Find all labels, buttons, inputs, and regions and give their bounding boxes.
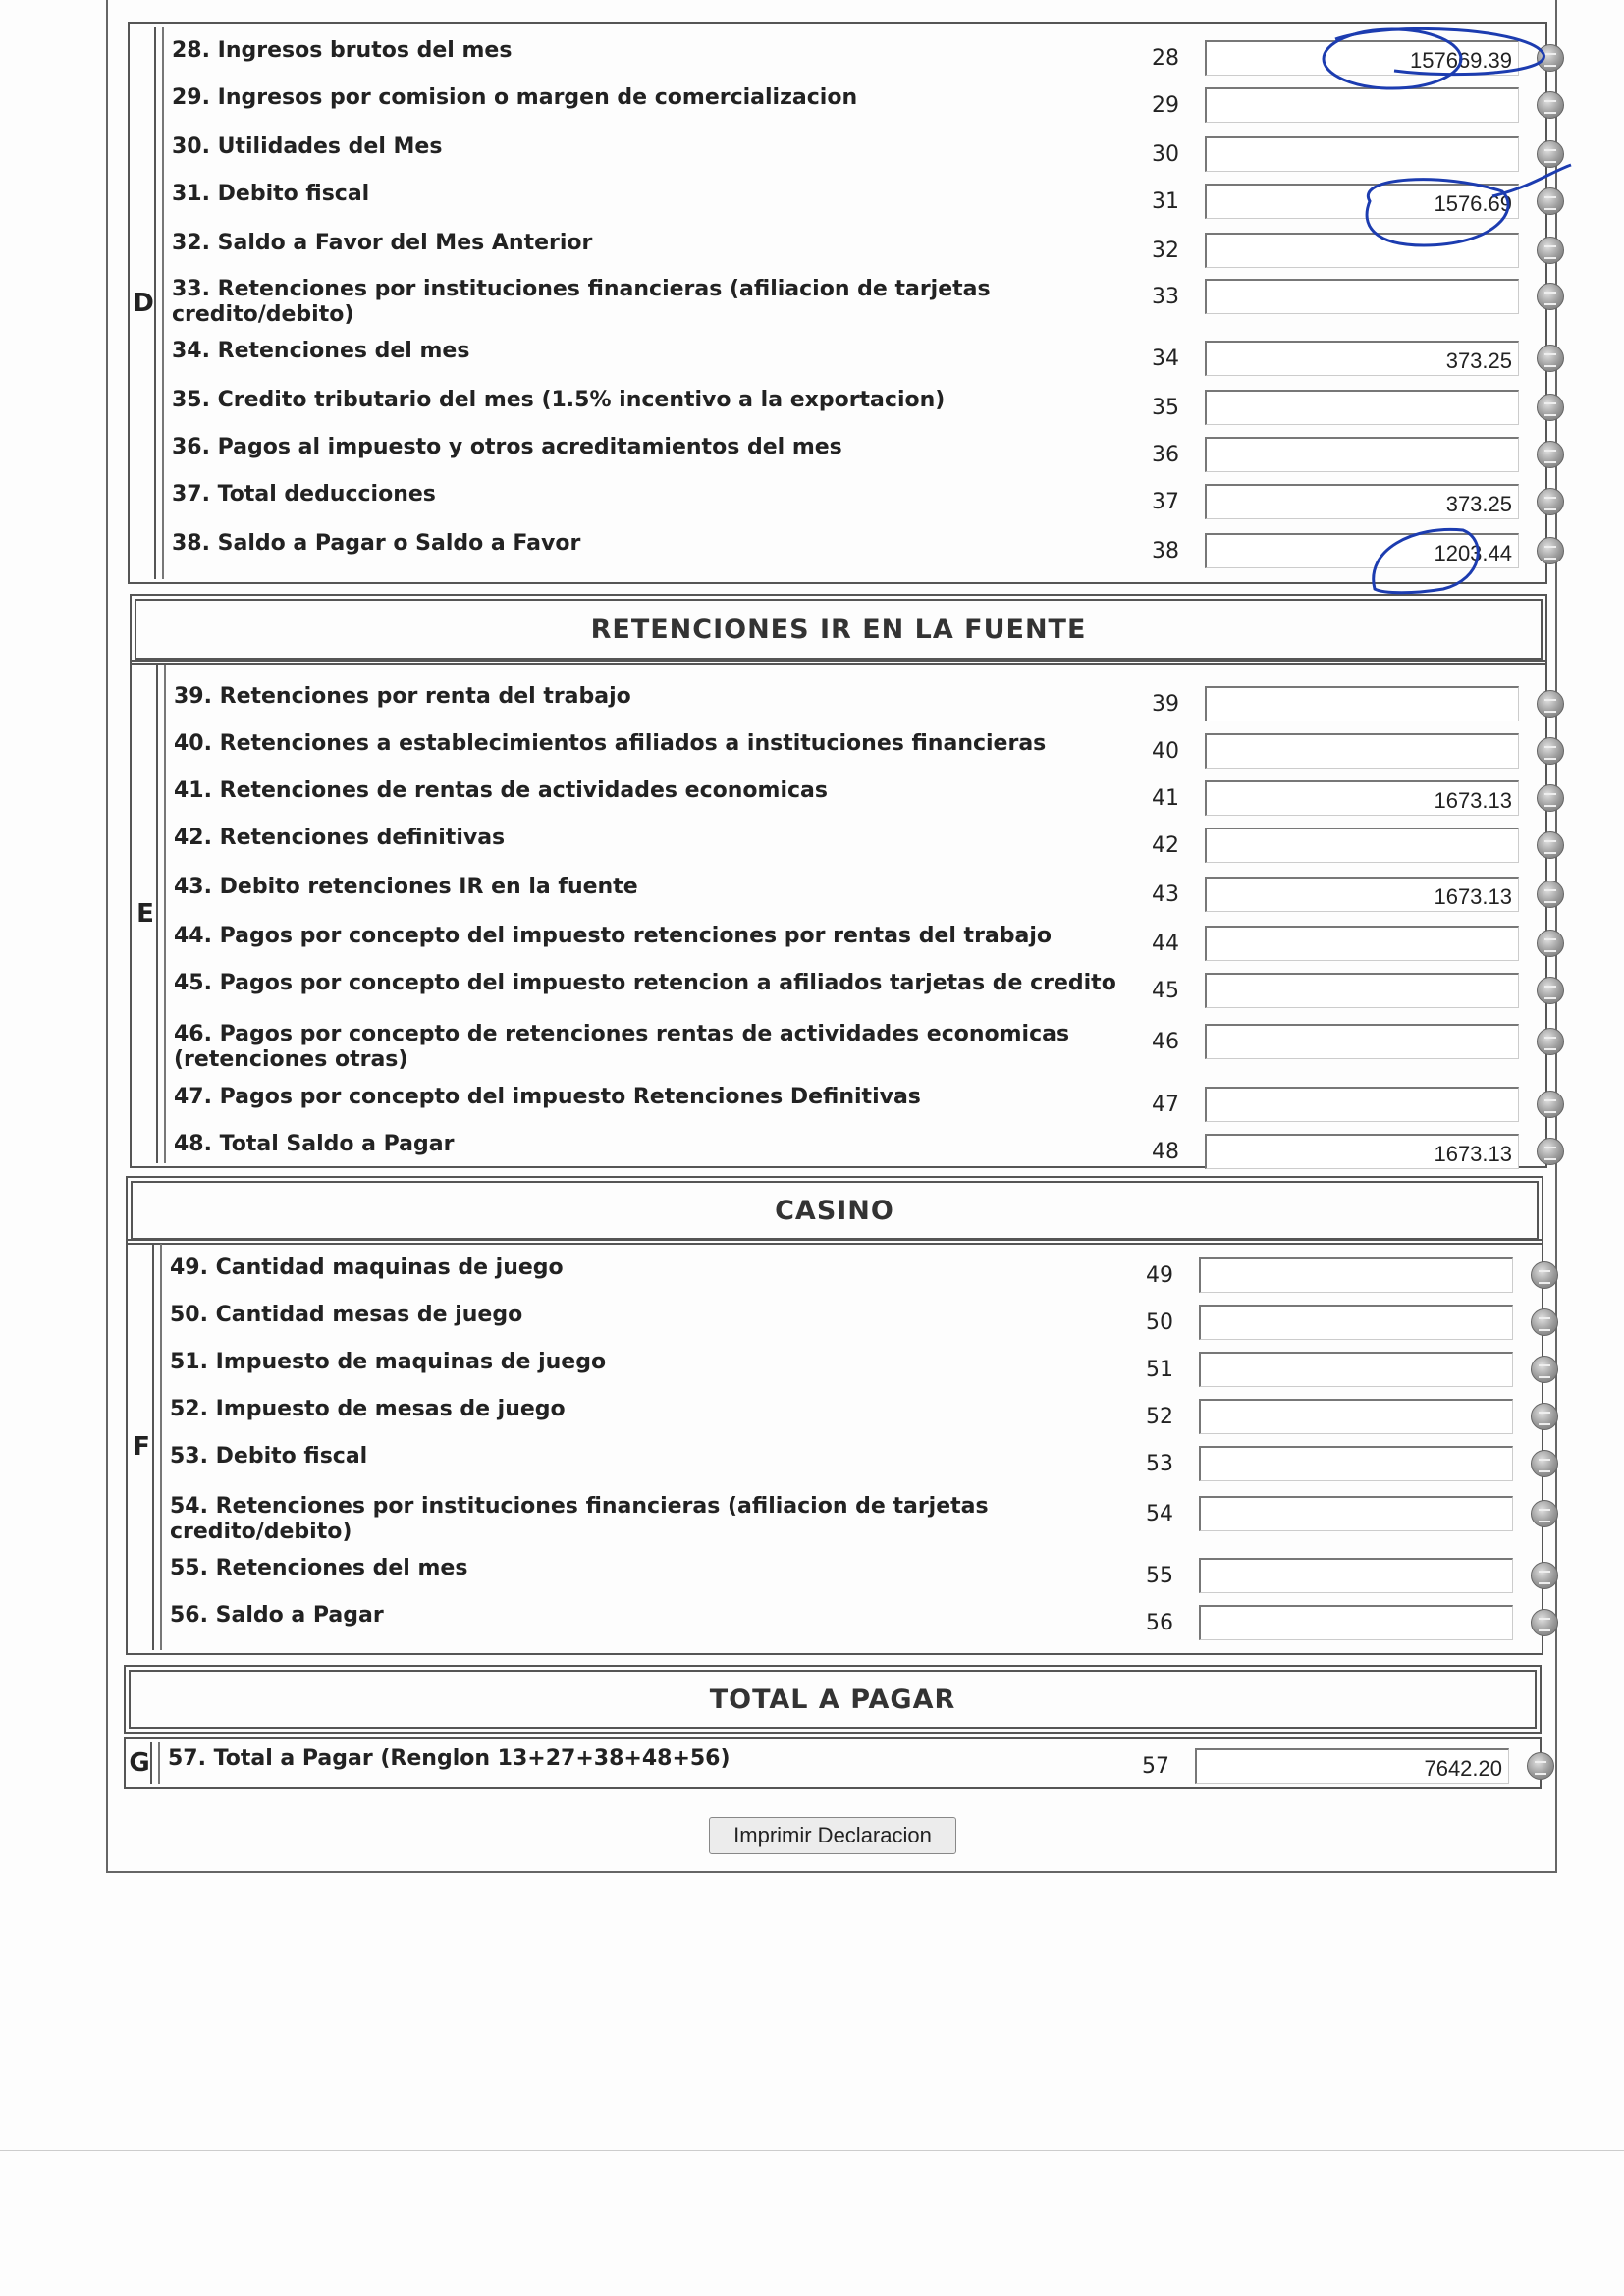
row-number: 33 bbox=[1152, 285, 1179, 309]
row-label: 35. Credito tributario del mes (1.5% incentivo a la exportacion) bbox=[172, 388, 946, 412]
row-label: 36. Pagos al impuesto y otros acreditamientos del mes bbox=[172, 435, 842, 459]
amount-field-43[interactable]: 1673.13 bbox=[1205, 877, 1519, 912]
row-number: 39 bbox=[1152, 692, 1179, 717]
row-number: 55 bbox=[1146, 1564, 1173, 1588]
row-label: 48. Total Saldo a Pagar bbox=[174, 1132, 455, 1156]
row-label: 31. Debito fiscal bbox=[172, 182, 370, 206]
section-e-letter: E bbox=[135, 665, 158, 1163]
amount-field-28[interactable]: 157669.39 bbox=[1205, 40, 1519, 76]
row-label: 49. Cantidad maquinas de juego bbox=[170, 1255, 564, 1280]
row-label: 53. Debito fiscal bbox=[170, 1444, 368, 1468]
row-label: 51. Impuesto de maquinas de juego bbox=[170, 1350, 607, 1374]
row-label: 28. Ingresos brutos del mes bbox=[172, 38, 513, 63]
amount-field-48[interactable]: 1673.13 bbox=[1205, 1134, 1519, 1169]
row-label: 33. Retenciones por instituciones financieras (afiliacion de tarjetas credito/debito) bbox=[172, 277, 991, 327]
row-number: 42 bbox=[1152, 833, 1179, 858]
row-label: 55. Retenciones del mes bbox=[170, 1556, 468, 1580]
row-label: 40. Retenciones a establecimientos afiliados a instituciones financieras bbox=[174, 731, 1047, 756]
row-label: 29. Ingresos por comision o margen de comercializacion bbox=[172, 85, 858, 110]
row-number: 30 bbox=[1152, 142, 1179, 167]
row-number: 57 bbox=[1142, 1754, 1169, 1779]
row-label: 52. Impuesto de mesas de juego bbox=[170, 1397, 566, 1421]
row-label: 30. Utilidades del Mes bbox=[172, 134, 443, 159]
row-number: 38 bbox=[1152, 539, 1179, 563]
row-number: 44 bbox=[1152, 932, 1179, 956]
row-number: 51 bbox=[1146, 1358, 1173, 1382]
amount-field-37[interactable]: 373.25 bbox=[1205, 484, 1519, 519]
row-number: 34 bbox=[1152, 347, 1179, 371]
row-number: 47 bbox=[1152, 1093, 1179, 1117]
row-number: 48 bbox=[1152, 1140, 1179, 1164]
row-number: 36 bbox=[1152, 443, 1179, 467]
page-divider bbox=[0, 2150, 1624, 2151]
section-g-title: TOTAL A PAGAR bbox=[129, 1670, 1537, 1729]
row-number: 41 bbox=[1152, 786, 1179, 811]
row-number: 40 bbox=[1152, 739, 1179, 764]
row-label: 46. Pagos por concepto de retenciones rentas de actividades economicas (retenciones otras) bbox=[174, 1022, 1070, 1072]
row-label: 45. Pagos por concepto del impuesto retencion a afiliados tarjetas de credito bbox=[174, 971, 1116, 995]
row-label: 34. Retenciones del mes bbox=[172, 339, 470, 363]
row-label: 42. Retenciones definitivas bbox=[174, 826, 506, 850]
amount-field-41[interactable]: 1673.13 bbox=[1205, 780, 1519, 816]
amount-field-38[interactable]: 1203.44 bbox=[1205, 533, 1519, 568]
row-number: 32 bbox=[1152, 239, 1179, 263]
row-label: 41. Retenciones de rentas de actividades economicas bbox=[174, 778, 828, 803]
row-label: 39. Retenciones por renta del trabajo bbox=[174, 684, 631, 709]
row-number: 50 bbox=[1146, 1310, 1173, 1335]
row-label: 43. Debito retenciones IR en la fuente bbox=[174, 875, 638, 899]
section-f-letter: F bbox=[131, 1244, 154, 1650]
row-number: 53 bbox=[1146, 1452, 1173, 1476]
row-label: 50. Cantidad mesas de juego bbox=[170, 1303, 523, 1327]
row-number: 43 bbox=[1152, 882, 1179, 907]
row-number: 49 bbox=[1146, 1263, 1173, 1288]
amount-field-57[interactable]: 7642.20 bbox=[1195, 1748, 1509, 1784]
section-e-title: RETENCIONES IR EN LA FUENTE bbox=[135, 599, 1543, 660]
row-label: 57. Total a Pagar (Renglon 13+27+38+48+56) bbox=[168, 1746, 731, 1771]
row-label: 44. Pagos por concepto del impuesto retenciones por rentas del trabajo bbox=[174, 924, 1053, 948]
row-label: 47. Pagos por concepto del impuesto Retenciones Definitivas bbox=[174, 1085, 921, 1109]
row-label: 54. Retenciones por instituciones financieras (afiliacion de tarjetas credito/debito) bbox=[170, 1494, 989, 1544]
row-number: 46 bbox=[1152, 1030, 1179, 1054]
section-d-letter: D bbox=[133, 27, 156, 579]
row-number: 31 bbox=[1152, 189, 1179, 214]
row-number: 52 bbox=[1146, 1405, 1173, 1429]
section-g-letter: G bbox=[129, 1742, 152, 1784]
row-number: 56 bbox=[1146, 1611, 1173, 1635]
amount-field-31[interactable]: 1576.69 bbox=[1205, 184, 1519, 219]
row-number: 35 bbox=[1152, 396, 1179, 420]
row-label: 56. Saldo a Pagar bbox=[170, 1603, 384, 1628]
print-declaration-button[interactable]: Imprimir Declaracion bbox=[709, 1817, 956, 1854]
row-number: 29 bbox=[1152, 93, 1179, 118]
row-number: 37 bbox=[1152, 490, 1179, 514]
section-f-title: CASINO bbox=[131, 1181, 1539, 1240]
row-label: 32. Saldo a Favor del Mes Anterior bbox=[172, 231, 593, 255]
row-number: 28 bbox=[1152, 46, 1179, 71]
row-number: 54 bbox=[1146, 1502, 1173, 1526]
row-label: 38. Saldo a Pagar o Saldo a Favor bbox=[172, 531, 581, 556]
amount-field-34[interactable]: 373.25 bbox=[1205, 341, 1519, 376]
row-number: 45 bbox=[1152, 979, 1179, 1003]
row-label: 37. Total deducciones bbox=[172, 482, 436, 507]
